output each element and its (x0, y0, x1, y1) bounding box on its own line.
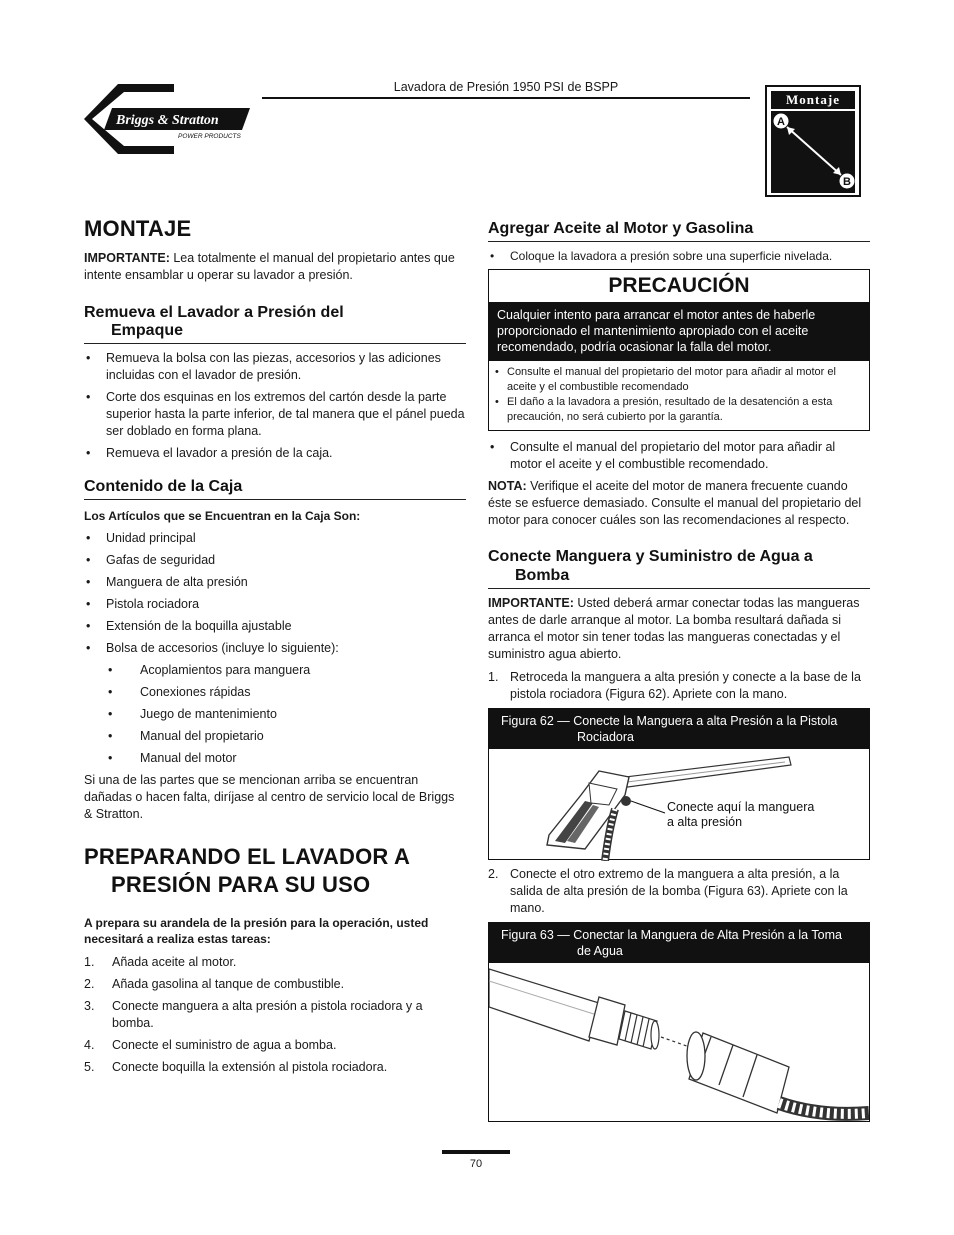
list-item: • Remueva el lavador a presión de la caja. (84, 445, 466, 462)
preparando-heading-line2: PRESIÓN PARA SU USO (111, 872, 371, 897)
preparando-heading (84, 843, 466, 899)
step-text: Conecte manguera a alta presión a pistola rociadora y a bomba. (112, 999, 423, 1030)
remueva-heading-line1: Remueva el Lavador a Presión del (84, 304, 344, 321)
step-text: Añada aceite al motor. (112, 955, 237, 969)
point-b-label: B (843, 176, 851, 188)
callout-line2: a alta presión (667, 815, 743, 829)
accesorios-list (84, 662, 466, 767)
list-item: • Consulte el manual del propietario del motor para añadir al motor el aceite y el combustible recomendado. (488, 439, 870, 473)
preparando-lead: A prepara su arandela de la presión para la operación, usted necesitará a realiza estas tareas: (84, 916, 429, 946)
step-number: 1. (488, 670, 499, 684)
list-item: • Juego de mantenimiento (84, 706, 466, 723)
figure-63 (488, 922, 870, 1122)
important-label: IMPORTANTE: (488, 596, 574, 610)
step-item (84, 1059, 466, 1076)
logo-brand-text: Briggs & Stratton (116, 113, 219, 128)
montaje-important (84, 250, 466, 284)
nota-paragraph (488, 478, 870, 529)
point-a-label: A (777, 116, 785, 128)
step-number: 1. (84, 955, 95, 969)
caution-list (489, 361, 869, 430)
conecte-step-2 (488, 866, 870, 917)
figure-62-caption-line1: Figura 62 — Conecte la Manguera a alta Presión a la Pistola (501, 714, 838, 728)
step-item (84, 998, 466, 1032)
running-header: Lavadora de Presión 1950 PSI de BSPP (393, 80, 619, 94)
step-item (488, 866, 870, 917)
logo-diamond-icon (82, 82, 264, 156)
page-number: 70 (469, 1158, 483, 1170)
list-item: • Manual del propietario (84, 728, 466, 745)
list-item: • Pistola rociadora (84, 596, 466, 613)
caution-text: Cualquier intento para arrancar el motor antes de haberle proporcionado el mantenimiento apropiado con el aceite recomendado, podría ocasionar la falla del motor. (489, 302, 869, 361)
step-text: Conecte boquilla la extensión al pistola rociadora. (112, 1060, 388, 1074)
logo-sub-text: POWER PRODUCTS (178, 133, 241, 140)
step-item (84, 1037, 466, 1054)
list-item: • Conexiones rápidas (84, 684, 466, 701)
nota-text: Verifique el aceite del motor de manera frecuente cuando éste se esfuerce demasiado. Consulte el manual del propietario del motor para conocer cuáles son las recomendaciones al respecto. (488, 479, 862, 527)
step-number: 4. (84, 1038, 95, 1052)
figure-63-caption-line2: de Agua (577, 944, 623, 958)
list-item: • Acoplamientos para manguera (84, 662, 466, 679)
list-item: • Bolsa de accesorios (incluye lo siguiente): (84, 640, 466, 657)
remueva-list (84, 350, 466, 462)
list-item: • Extensión de la boquilla ajustable (84, 618, 466, 635)
hose-fitting-illustration (489, 963, 869, 1123)
important-label: IMPORTANTE: (84, 251, 170, 265)
aceite-list (488, 248, 870, 265)
remueva-heading-line2: Empaque (111, 322, 184, 339)
callout-line1: Conecte aquí la manguera (667, 800, 815, 814)
step-number: 2. (84, 977, 95, 991)
figure-62 (488, 708, 870, 860)
right-column (488, 216, 870, 1122)
footer-rule (442, 1150, 510, 1154)
list-item: • Corte dos esquinas en los extremos del cartón desde la parte superior hasta la parte inferior, de tal manera que el pánel pueda ser doblado en forma plana. (84, 389, 466, 440)
step-text: Conecte el otro extremo de la manguera a alta presión, a la salida de alta presión de la bomba (Figura 63). Apriete con la mano. (510, 867, 848, 915)
conecte-heading-line2: Bomba (515, 567, 570, 584)
important-text: Lea totalmente el manual del propietario antes que intente ensamblar u operar su lavador a presión. (84, 251, 455, 282)
list-item: • Consulte el manual del propietario del motor para añadir al motor el aceite y el combustible recomendado (495, 365, 863, 395)
caution-title: PRECAUCIÓN (608, 274, 750, 297)
aceite-list-2 (488, 439, 870, 473)
list-item: • El daño a la lavadora a presión, resultado de la desatención a esta precaución, no será cubierto por la garantía. (495, 395, 863, 425)
aceite-heading: Agregar Aceite al Motor y Gasolina (488, 220, 870, 242)
conecte-important (488, 595, 870, 663)
nota-label: NOTA: (488, 479, 527, 493)
list-item: • Manguera de alta presión (84, 574, 466, 591)
step-item (84, 954, 466, 971)
list-item: • Coloque la lavadora a presión sobre una superficie nivelada. (488, 248, 870, 265)
contenido-heading: Contenido de la Caja (84, 478, 466, 500)
step-number: 5. (84, 1060, 95, 1074)
step-item (84, 976, 466, 993)
list-item: • Remueva la bolsa con las piezas, accesorios y las adiciones incluidas con el lavador de presión. (84, 350, 466, 384)
left-column (84, 216, 466, 1081)
step-number: 3. (84, 999, 95, 1013)
montaje-section-tab (765, 85, 861, 197)
montaje-heading: MONTAJE (84, 216, 192, 241)
preparando-heading-line1: PREPARANDO EL LAVADOR A (84, 844, 411, 869)
step-item (488, 669, 870, 703)
important-text: Usted deberá armar conectar todas las mangueras antes de darle arranque al motor. La bomba resultará dañada si arranca el motor sin tener todas las mangueras conectadas y el suministro agua abierto. (488, 596, 860, 661)
step-number: 2. (488, 867, 499, 881)
header-rule (262, 97, 750, 99)
contenido-lead: Los Artículos que se Encuentran en la Caja Son: (84, 509, 361, 523)
contenido-list (84, 530, 466, 657)
figure-63-caption-line1: Figura 63 — Conectar la Manguera de Alta Presión a la Toma (501, 928, 842, 942)
list-item: • Manual del motor (84, 750, 466, 767)
list-item: • Unidad principal (84, 530, 466, 547)
step-text: Conecte el suministro de agua a bomba. (112, 1038, 337, 1052)
figure-63-caption (489, 923, 869, 963)
remueva-heading (84, 304, 466, 344)
briggs-stratton-logo (82, 82, 264, 156)
conecte-step-1 (488, 669, 870, 703)
caution-box (488, 269, 870, 431)
step-text: Añada gasolina al tanque de combustible. (112, 977, 345, 991)
preparando-steps (84, 954, 466, 1076)
figure-62-caption-line2: Rociadora (577, 730, 634, 744)
contenido-note: Si una de las partes que se mencionan arriba se encuentran dañadas o hacen falta, diríjase al centro de servicio local de Briggs & Stratton. (84, 773, 455, 821)
figure-62-caption (489, 709, 869, 749)
tab-label: Montaje (771, 91, 855, 109)
a-to-b-arrow-icon (771, 111, 855, 193)
conecte-heading (488, 547, 870, 589)
list-item: • Gafas de seguridad (84, 552, 466, 569)
step-text: Retroceda la manguera a alta presión y conecte a la base de la pistola rociadora (Figura 62). Apriete con la mano. (510, 670, 861, 701)
spray-gun-illustration (489, 749, 869, 861)
conecte-heading-line1: Conecte Manguera y Suministro de Agua a (488, 548, 813, 565)
